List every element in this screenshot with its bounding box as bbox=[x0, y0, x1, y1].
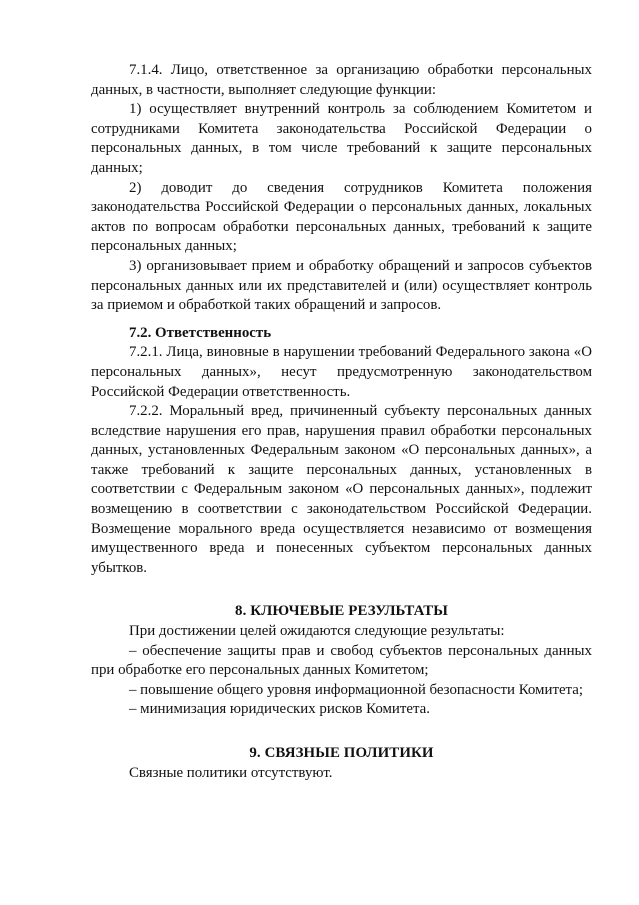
section-9-title: 9. СВЯЗНЫЕ ПОЛИТИКИ bbox=[249, 745, 434, 761]
paragraph-7-1-4-item-2: 2) доводит до сведения сотрудников Комитета положения законодательства Российской Федерации о персональных данных, локальных актов по вопросам обработки персональных данных, требований к защите персональных данных; bbox=[91, 179, 592, 255]
spacer bbox=[91, 720, 592, 744]
section-8-intro: При достижении целей ожидаются следующие результаты: bbox=[129, 623, 505, 640]
paragraph-7-2-2: 7.2.2. Моральный вред, причиненный субъекту персональных данных вследствие нарушения его прав, нарушения правил обработки персональных данных, установленных Федеральным законом «О персональных данных», а также требований к защите персональных данных, установленных в соответствии с Федеральным законом «О персональных данных», подлежит возмещению в соответствии с законодательством Российской Федерации. Возмещение морального вреда осуществляется независимо от возмещения имущественного вреда и понесенных субъектом персональных данных убытков. bbox=[91, 403, 592, 576]
paragraph-7-1-4-item-3: 3) организовывает прием и обработку обращений и запросов субъектов персональных данных или их представителей и (или) осуществляет контроль за приемом и обработкой таких обращений и запросов. bbox=[91, 257, 592, 314]
heading-7-2: 7.2. Ответственность bbox=[129, 324, 272, 341]
section-8-item-3: – минимизация юридических рисков Комитета. bbox=[129, 701, 431, 718]
paragraph-7-1-4-intro: 7.1.4. Лицо, ответственное за организацию обработки персональных данных, в частности, выполняет следующие функции: bbox=[91, 62, 592, 98]
section-9-text: Связные политики отсутствуют. bbox=[129, 764, 333, 781]
section-8-title: 8. КЛЮЧЕВЫЕ РЕЗУЛЬТАТЫ bbox=[235, 603, 448, 620]
paragraph-7-1-4-item-1: 1) осуществляет внутренний контроль за соблюдением Комитетом и сотрудниками Комитета законодательства Российской Федерации о персональных данных, в том числе требований к защите персональных данных; bbox=[91, 101, 592, 176]
section-8-item-1: – обеспечение защиты прав и свобод субъектов персональных данных при обработке его персональных данных Комитетом; bbox=[91, 642, 592, 679]
section-8-item-2: – повышение общего уровня информационной безопасности Комитета; bbox=[129, 681, 583, 698]
document-page bbox=[91, 61, 592, 783]
spacer bbox=[91, 578, 592, 602]
paragraph-7-2-1: 7.2.1. Лица, виновные в нарушении требований Федерального закона «О персональных данных», несут предусмотренную законодательством Российской Федерации ответственность. bbox=[91, 344, 592, 400]
spacer bbox=[91, 316, 592, 324]
